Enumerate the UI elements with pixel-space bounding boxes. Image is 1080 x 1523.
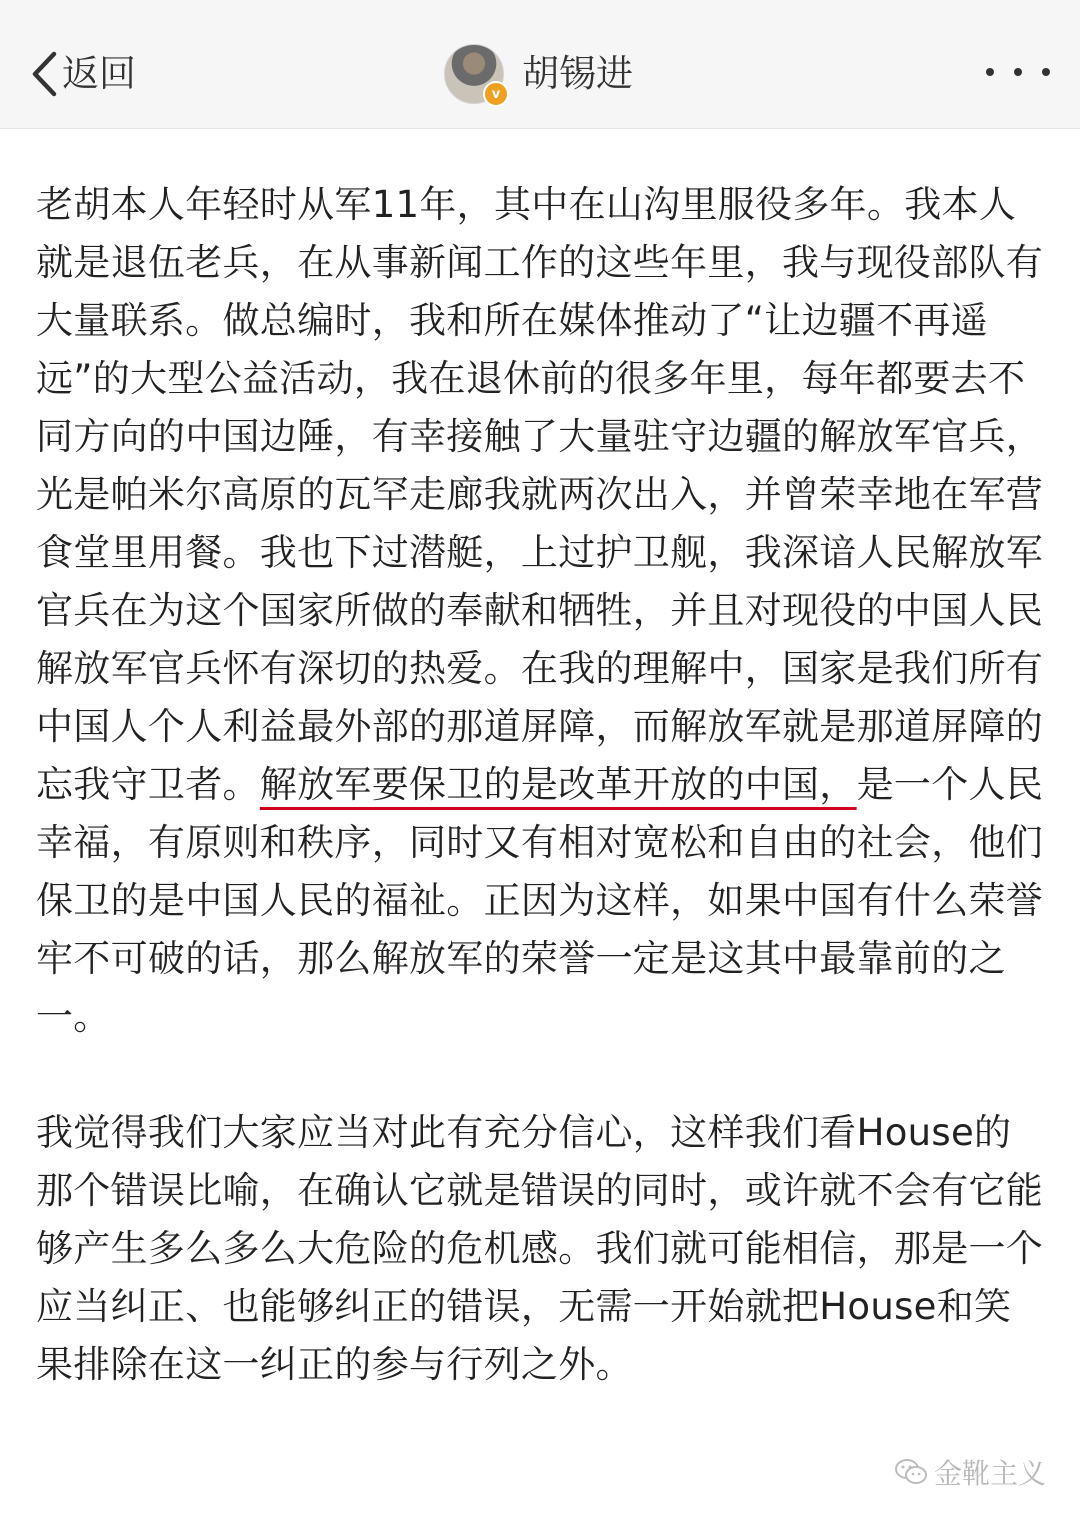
post-paragraph-1 <box>36 176 1044 1046</box>
avatar[interactable] <box>444 44 504 104</box>
more-dots-icon[interactable] <box>986 60 1050 84</box>
author-name[interactable]: 胡锡进 <box>522 52 633 95</box>
back-label: 返回 <box>62 52 136 95</box>
more-dot <box>986 68 994 76</box>
top-nav-bar <box>0 0 1080 129</box>
back-button[interactable] <box>30 46 136 102</box>
wechat-icon <box>894 1458 928 1486</box>
paragraph-text: 是一个人民幸福，有原则和秩序，同时又有相对宽松和自由的社会，他们保卫的是中国人民的福祉。正因为这样，如果中国有什么荣誉牢不可破的话，那么解放军的荣誉一定是这其中最靠前的之一。 <box>36 763 1044 1038</box>
watermark-text: 金靴主义 <box>933 1457 1046 1490</box>
chevron-left-icon <box>30 51 58 97</box>
more-dot <box>1014 68 1022 76</box>
post-body <box>36 176 1044 1394</box>
watermark <box>894 1452 1046 1492</box>
author-profile[interactable] <box>444 42 633 106</box>
paragraph-text: 老胡本人年轻时从军11年，其中在山沟里服役多年。我本人就是退伍老兵，在从事新闻工作的这些年里，我与现役部队有大量联系。做总编时，我和所在媒体推动了“让边疆不再遥远”的大型公益活动，我在退休前的很多年里，每年都要去不同方向的中国边陲，有幸接触了大量驻守边疆的解放军官兵，光是帕米尔高原的瓦罕走廊我就两次出入，并曾荣幸地在军营食堂里用餐。我也下过潜艇，上过护卫舰，我深谙人民解放军官兵在为这个国家所做的奉献和牺牲，并且对现役的中国人民解放军官兵怀有深切的热爱。在我的理解中，国家是我们所有中国人个人利益最外部的那道屏障，而解放军就是那道屏障的忘我守卫者。 <box>36 183 1044 806</box>
post-paragraph-2: 我觉得我们大家应当对此有充分信心，这样我们看House的那个错误比喻，在确认它就是错误的同时，或许就不会有它能够产生多么多么大危险的危机感。我们就可能相信，那是一个应当纠正、也能够纠正的错误，无需一开始就把House和笑果排除在这一纠正的参与行列之外。 <box>36 1111 1044 1386</box>
verified-badge: v <box>483 81 509 107</box>
paragraph-spacer <box>36 1046 1044 1104</box>
highlighted-sentence: 解放军要保卫的是改革开放的中国， <box>259 763 857 806</box>
more-dot <box>1042 68 1050 76</box>
